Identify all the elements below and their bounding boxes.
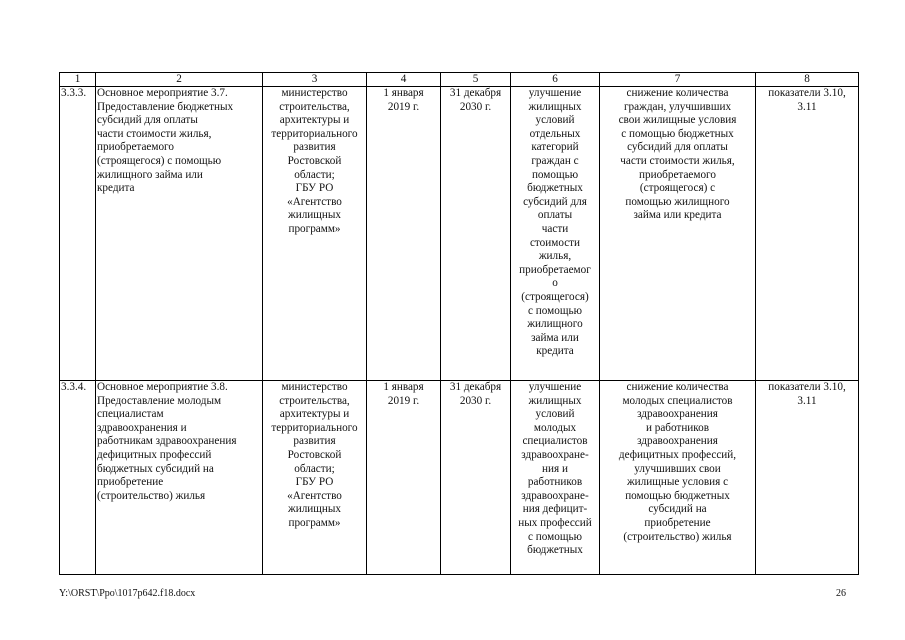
- executor-cell: министерство строительства, архитектуры и территориального развития Ростовской области; ГБУ РО «Агентство жилищных программ»: [263, 87, 367, 381]
- end-date-cell: 31 декабря 2030 г.: [441, 87, 511, 381]
- measure-number-cell: 3.3.4.: [60, 381, 96, 575]
- start-date-cell: 1 января 2019 г.: [367, 381, 441, 575]
- expected-result-cell: улучшение жилищных условий молодых специалистов здравоохране- ния и работников здравоохране- ния дефицит- ных профессий с помощью бюджетных: [511, 381, 600, 575]
- start-date-cell: 1 января 2019 г.: [367, 87, 441, 381]
- non-implementation-consequences-cell: снижение количества молодых специалистов здравоохранения и работников здравоохранения дефицитных профессий, улучшивших свои жилищные условия с помощью бюджетных субсидий на приобретение (строительство) жилья: [600, 381, 756, 575]
- expected-result-cell: улучшение жилищных условий отдельных категорий граждан с помощью бюджетных субсидий для оплаты части стоимости жилья, приобретаемог о (строящегося) с помощью жилищного займа или кредита: [511, 87, 600, 381]
- column-number-3: 3: [263, 73, 367, 87]
- program-measures-table: [59, 72, 859, 575]
- measure-number-cell: 3.3.3.: [60, 87, 96, 381]
- related-indicators-cell: показатели 3.10, 3.11: [756, 87, 859, 381]
- page-number: 26: [836, 588, 846, 599]
- end-date-cell: 31 декабря 2030 г.: [441, 381, 511, 575]
- column-number-8: 8: [756, 73, 859, 87]
- measure-name-cell: Основное мероприятие 3.7. Предоставление бюджетных субсидий для оплаты части стоимости жилья, приобретаемого (строящегося) с помощью жилищного займа или кредита: [96, 87, 263, 381]
- executor-cell: министерство строительства, архитектуры и территориального развития Ростовской области; ГБУ РО «Агентство жилищных программ»: [263, 381, 367, 575]
- table-row: [60, 87, 859, 381]
- column-number-header-row: [60, 73, 859, 87]
- column-number-5: 5: [441, 73, 511, 87]
- table-row: [60, 381, 859, 575]
- column-number-1: 1: [60, 73, 96, 87]
- measure-name-cell: Основное мероприятие 3.8. Предоставление молодым специалистам здравоохранения и работникам здравоохранения дефицитных профессий бюджетных субсидий на приобретение (строительство) жилья: [96, 381, 263, 575]
- column-number-7: 7: [600, 73, 756, 87]
- column-number-6: 6: [511, 73, 600, 87]
- non-implementation-consequences-cell: снижение количества граждан, улучшивших свои жилищные условия с помощью бюджетных субсидий для оплаты части стоимости жилья, приобретаемого (строящегося) с помощью жилищного займа или кредита: [600, 87, 756, 381]
- footer-file-path: Y:\ORST\Ppo\1017p642.f18.docx: [59, 588, 196, 599]
- column-number-4: 4: [367, 73, 441, 87]
- related-indicators-cell: показатели 3.10, 3.11: [756, 381, 859, 575]
- column-number-2: 2: [96, 73, 263, 87]
